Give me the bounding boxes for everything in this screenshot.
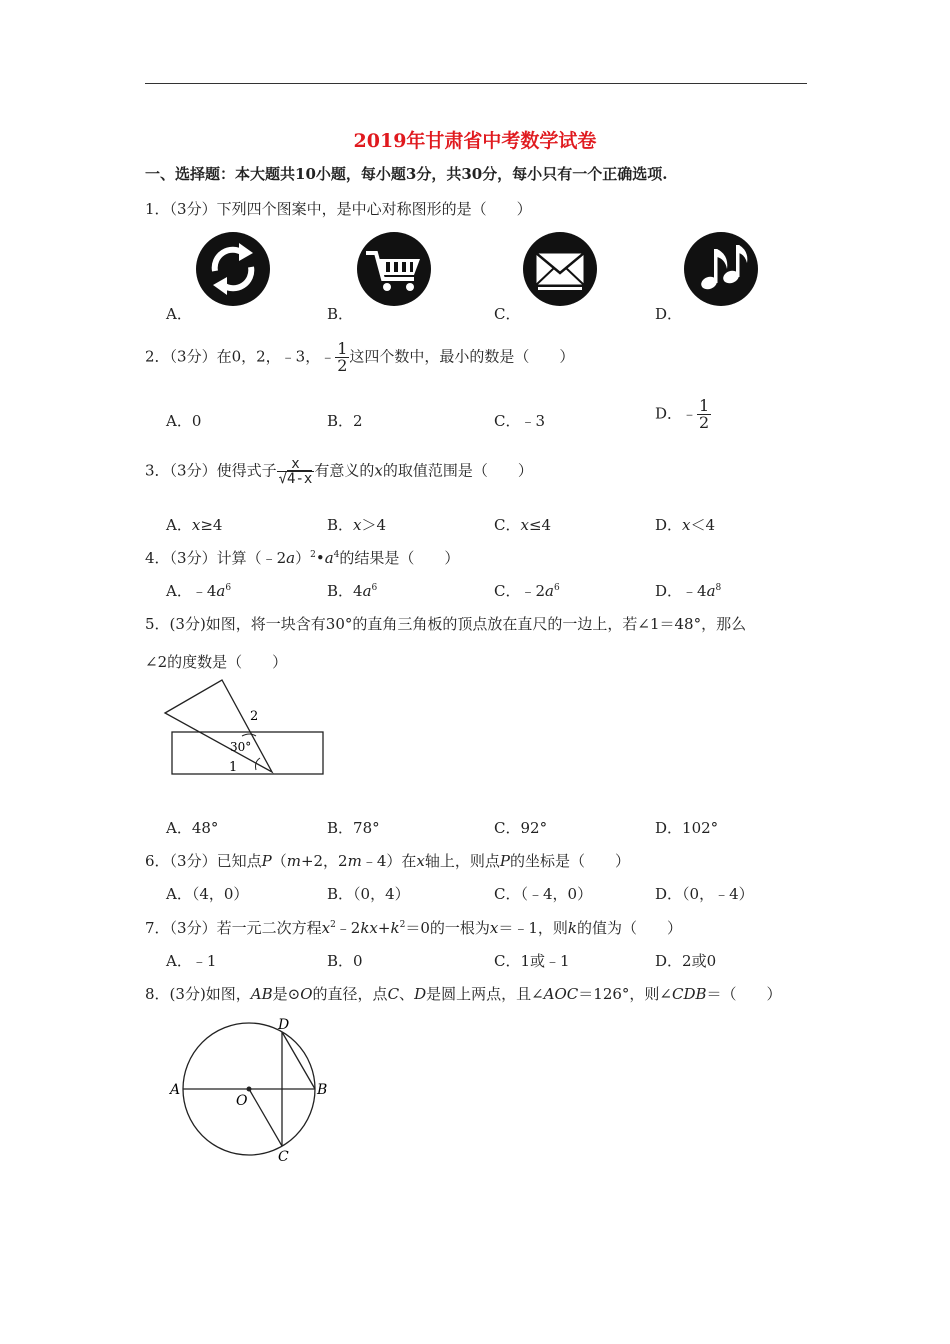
- shopping-cart-icon: [356, 231, 432, 307]
- question-4-text: 4．（3分）计算$(﹣2a)^2•a^4$的结果是（ ）: [145, 549, 460, 567]
- q7-option-d: D．2或0: [655, 952, 717, 970]
- fig-label-b: B: [317, 1082, 328, 1098]
- circle-figure: [165, 1010, 335, 1165]
- fig-label-d: D: [278, 1017, 290, 1033]
- question-3-text: 3．（3分）使得式子 $\frac{x}{√4-x}$ 有意义的x的取值范围是（ ）: [145, 456, 533, 487]
- q5-option-c: C．92°: [494, 819, 548, 837]
- q4-option-b: B．$4a^6$: [327, 582, 378, 600]
- envelope-icon: [522, 231, 598, 307]
- q6-option-c: C．（﹣4，0）: [494, 885, 593, 903]
- q6-option-b: B．（0，4）: [327, 885, 410, 903]
- fig-label-a: A: [170, 1082, 181, 1098]
- question-2-text: 2．（3分）在0，2，﹣3，﹣ $\frac{1}{2}$ 这四个数中，最小的数是（ ）: [145, 339, 575, 375]
- q4-option-c: C．$﹣2a^6$: [494, 582, 560, 600]
- q3-option-c: C．x≤4: [494, 516, 552, 534]
- header-rule: [145, 83, 807, 84]
- q6-option-d: D．（0，﹣4）: [655, 885, 754, 903]
- q7-option-b: B．0: [327, 952, 363, 970]
- question-1-text: 1．（3分）下列四个图案中，是中心对称图形的是（ ）: [145, 200, 532, 218]
- q3-option-b: B．x＞4: [327, 516, 387, 534]
- q1-option-c: C．: [494, 305, 521, 323]
- q5-option-d: D．102°: [655, 819, 719, 837]
- recycle-arrows-icon: [195, 231, 271, 307]
- q2-option-d: D．﹣ $\frac{1}{2}$: [655, 396, 710, 432]
- section-heading: 一、选择题：本大题共10小题，每小题3分，共30分，每小只有一个正确选项.: [145, 165, 668, 183]
- fig-label-c: C: [278, 1149, 289, 1165]
- q2-option-b: B．2: [327, 412, 363, 430]
- q2-option-c: C．﹣3: [494, 412, 546, 430]
- q7-option-a: A．﹣1: [166, 952, 217, 970]
- q1-option-a: A．: [166, 305, 192, 323]
- question-8-text: 8．(3分)如图，AB是⊙O的直径，点C、D是圆上两点，且∠AOC＝126°，则∠CDB＝（ ）: [145, 985, 782, 1003]
- fig-label-2: 2: [250, 709, 259, 724]
- fig-label-1: 1: [229, 760, 238, 775]
- triangle-ruler-figure: [160, 676, 330, 781]
- q1-option-b: B．: [327, 305, 354, 323]
- q4-option-a: A．$﹣4a^6$: [166, 582, 232, 600]
- q3-option-a: A．x≥4: [166, 516, 223, 534]
- q2-option-a: A．0: [166, 412, 202, 430]
- q1-option-d: D．: [655, 305, 683, 323]
- question-6-text: 6．（3分）已知点P（m+2，2m﹣4）在x轴上，则点P的坐标是（ ）: [145, 852, 630, 870]
- page-title: 2019年甘肃省中考数学试卷: [353, 130, 597, 152]
- fig-label-o: O: [236, 1093, 248, 1109]
- music-note-icon: [683, 231, 759, 307]
- q5-option-a: A．48°: [166, 819, 219, 837]
- q3-option-d: D．x＜4: [655, 516, 716, 534]
- fig-label-30: 30°: [230, 740, 252, 754]
- q4-option-d: D．$﹣4a^8$: [655, 582, 722, 600]
- question-5-line2: ∠2的度数是（ ）: [145, 653, 288, 671]
- q6-option-a: A．（4，0）: [166, 885, 249, 903]
- q5-option-b: B．78°: [327, 819, 380, 837]
- question-7-text: 7．（3分）若一元二次方程$x^2﹣2kx+k^2=0$的一根为x＝﹣1，则k的值为（ ）: [145, 919, 682, 937]
- q7-option-c: C．1或﹣1: [494, 952, 570, 970]
- question-5-line1: 5．(3分)如图，将一块含有30°的直角三角板的顶点放在直尺的一边上，若∠1＝48°，那么: [145, 615, 747, 633]
